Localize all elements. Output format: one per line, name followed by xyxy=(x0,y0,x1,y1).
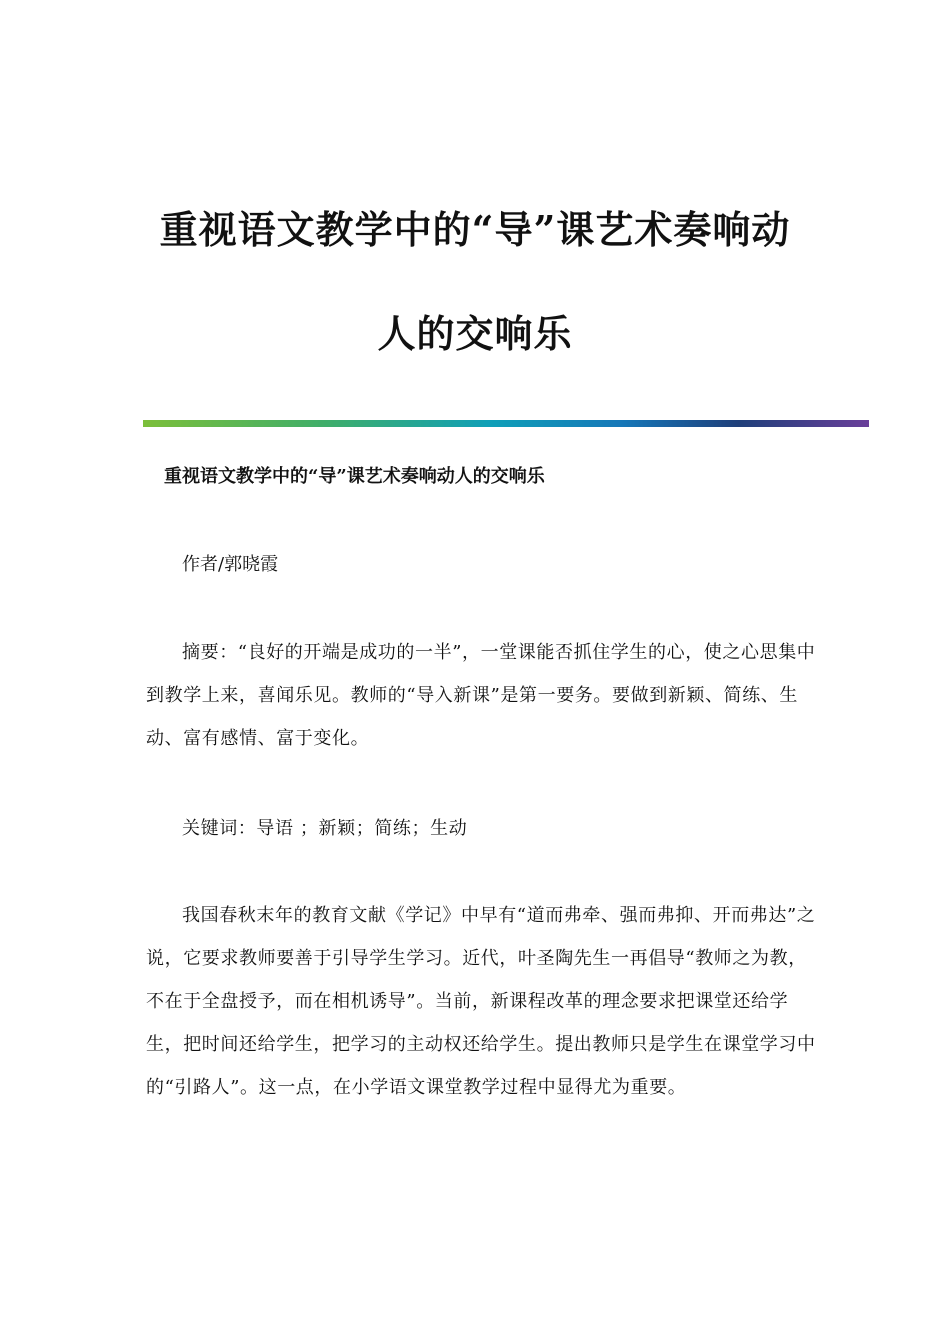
gradient-divider xyxy=(143,420,869,427)
body-paragraph: 我国春秋末年的教育文献《学记》中早有“道而弗牵、强而弗抑、开而弗达”之说，它要求教师要善于引导学生学习。近代，叶圣陶先生一再倡导“教师之为教，不在于全盘授予，而在相机诱导”。当前，新课程改革的理念要求把课堂还给学生，把时间还给学生，把学习的主动权还给学生。提出教师只是学生在课堂学习中的“引路人”。这一点，在小学语文课堂教学过程中显得尤为重要。 xyxy=(146,905,816,1098)
abstract-paragraph: 摘要：“良好的开端是成功的一半”，一堂课能否抓住学生的心，使之心思集中到教学上来，喜闻乐见。教师的“导入新课”是第一要务。要做到新颖、简练、生动、富有感情、富于变化。 xyxy=(146,642,816,749)
page-title-line-2: 人的交响乐 xyxy=(377,311,573,356)
article-subtitle: 重视语文教学中的“导”课艺术奏响动人的交响乐 xyxy=(164,466,545,487)
page-title xyxy=(0,178,950,386)
keywords-line: 关键词：导语 ；新颖；简练；生动 xyxy=(182,818,468,839)
page-title-line-1: 重视语文教学中的“导”课艺术奏响动 xyxy=(159,207,791,252)
author-line: 作者/郭晓霞 xyxy=(182,554,279,575)
